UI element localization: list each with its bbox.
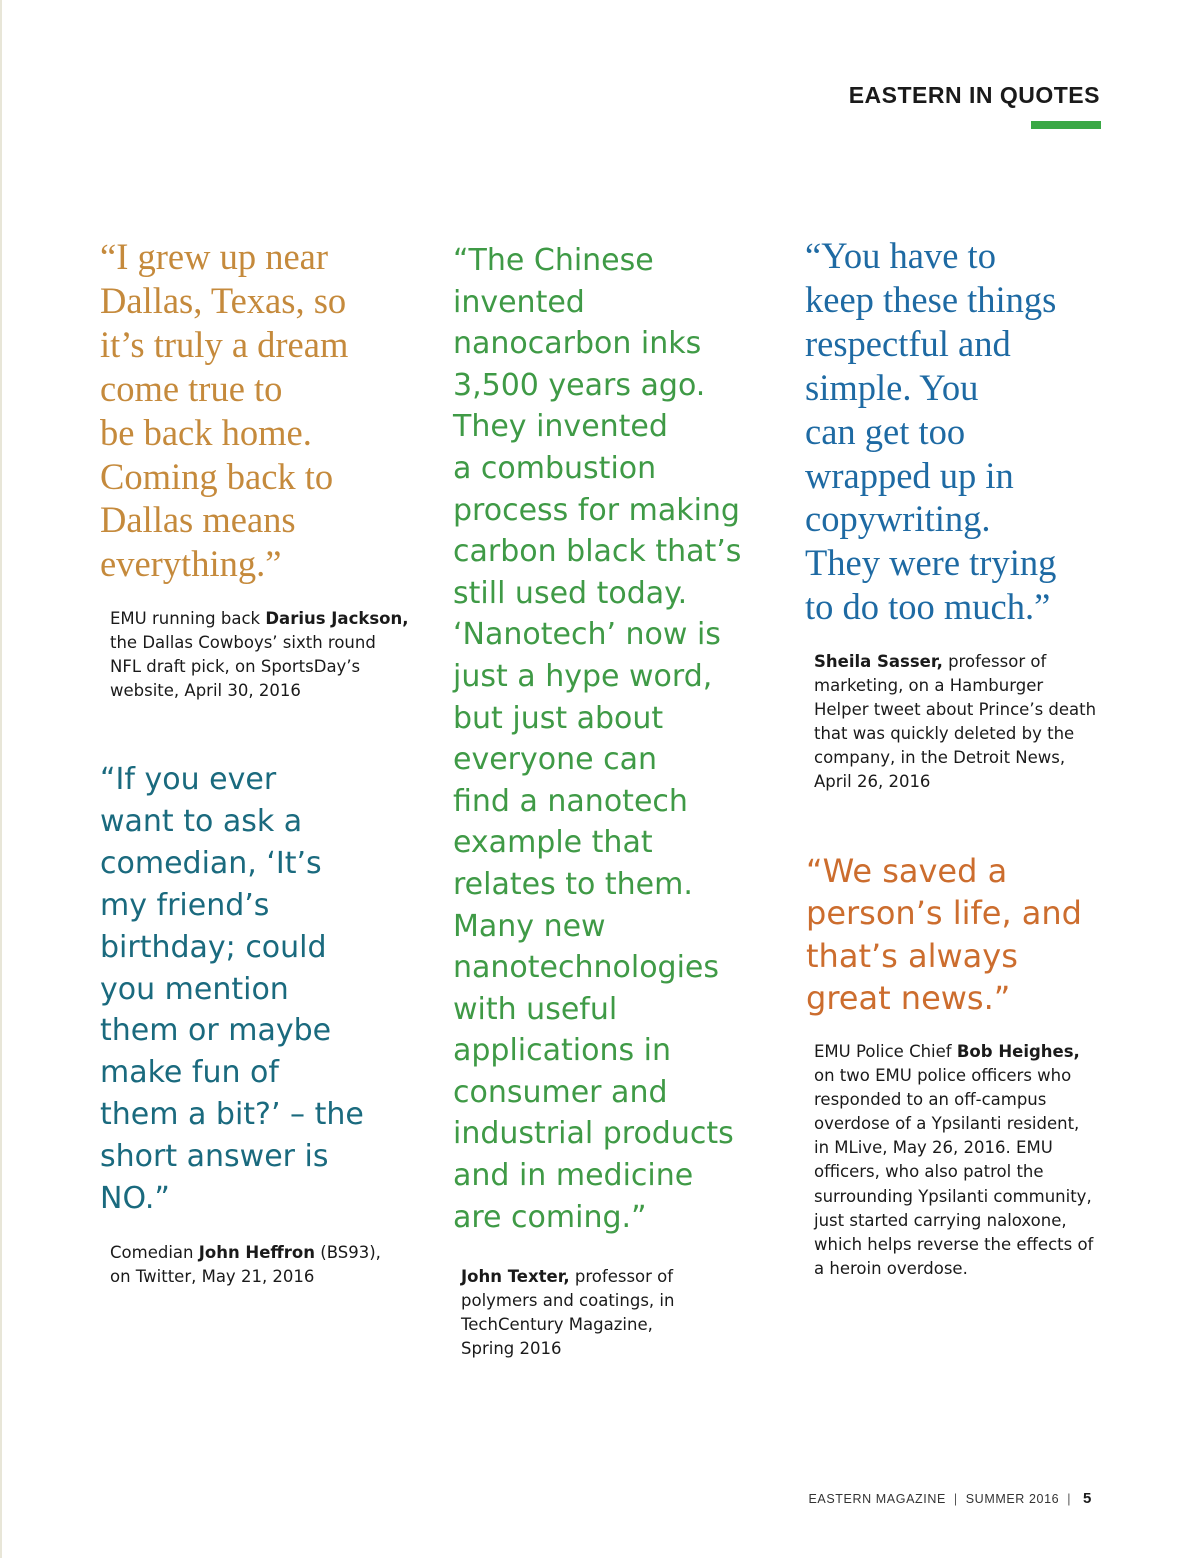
quote-line: industrial products [453,1116,734,1152]
quote-line: process for making [453,492,740,528]
attribution-line: in MLive, May 26, 2016. EMU [814,1138,1053,1158]
quote-line: applications in [453,1033,671,1069]
quote-line: but just about [453,700,664,736]
quote-line: example that [453,825,653,861]
quote-line: Coming back to [100,455,334,497]
attribution-line: on two EMU police officers who [814,1066,1072,1086]
quote-line: you mention [100,971,289,1007]
quote-line: copywriting. [805,498,991,540]
attribution-line: officers, who also patrol the [814,1162,1044,1182]
speaker-name: Darius Jackson, [265,609,409,628]
attribution-line: responded to an off-campus [814,1090,1047,1110]
attribution-john-heffron [110,1241,381,1289]
quote-john-texter [453,240,741,1238]
section-title-underline [1031,121,1101,129]
speaker-name: Bob Heighes, [956,1042,1080,1061]
attribution-suffix: professor of [569,1267,674,1286]
quote-line: invented [453,284,585,320]
footer-magazine-name: EASTERN MAGAZINE [808,1492,946,1506]
quote-john-heffron [100,759,364,1220]
page-edge-line [0,0,2,1558]
quote-line: find a nanotech [453,783,688,819]
attribution-line: TechCentury Magazine, [461,1315,653,1335]
quote-line: everyone can [453,742,658,778]
quote-line: respectful and [805,322,1011,364]
speaker-name: John Heffron [198,1243,316,1262]
attribution-suffix: professor of [942,652,1047,671]
quote-line: everything.” [100,543,282,585]
quote-line: be back home. [100,411,312,453]
attribution-line: Helper tweet about Prince’s death [814,700,1097,720]
attribution-line: April 26, 2016 [814,772,931,792]
attribution-line: the Dallas Cowboys’ sixth round [110,633,376,653]
attribution-first-line [461,1265,674,1289]
attribution-line: Spring 2016 [461,1339,562,1359]
attribution-line: which helps reverse the effects of [814,1234,1094,1254]
quote-line: ‘Nanotech’ now is [453,617,721,653]
quote-line: NO.” [100,1181,170,1217]
attribution-suffix: (BS93), [315,1243,381,1262]
quote-line: them a bit?’ – the [100,1097,364,1133]
attribution-first-line [814,650,1096,674]
quote-line: relates to them. [453,866,693,902]
quote-line: “I grew up near [100,236,329,277]
quote-sheila-sasser [805,234,1056,629]
attribution-line: overdose of a Ypsilanti resident, [814,1114,1080,1134]
speaker-name: John Texter, [461,1267,570,1286]
quote-line: come true to [100,367,283,409]
quote-line: nanotechnologies [453,950,720,986]
quote-line: keep these things [805,278,1057,320]
attribution-line: polymers and coatings, in [461,1291,675,1311]
quote-line: “If you ever [100,762,277,797]
quote-line: and in medicine [453,1158,694,1194]
attribution-line: that was quickly deleted by the [814,724,1075,744]
attribution-first-line [814,1040,1093,1064]
page-number: 5 [1083,1490,1092,1507]
quote-line: comedian, ‘It’s [100,845,322,881]
attribution-line: just started carrying naloxone, [814,1210,1067,1230]
footer-separator: | [1067,1492,1072,1506]
quote-line: “You have to [805,235,996,276]
quote-line: it’s truly a dream [100,323,349,365]
quote-line: can get too [805,410,966,452]
quote-line: Dallas, Texas, so [100,279,347,321]
quote-bob-heighes [806,850,1082,1019]
attribution-bob-heighes [814,1040,1093,1281]
quote-line: birthday; could [100,929,327,965]
section-title: EASTERN IN QUOTES [848,82,1100,108]
quote-line: Many new [453,908,606,944]
attribution-prefix: EMU running back [110,609,266,628]
quote-line: to do too much.” [805,586,1051,628]
attribution-darius-jackson [110,607,409,703]
quote-line: want to ask a [100,803,303,839]
speaker-name: Sheila Sasser, [814,652,943,671]
attribution-first-line [110,1241,381,1265]
page-footer [808,1490,1092,1507]
quote-line: They were trying [805,542,1057,584]
attribution-line: website, April 30, 2016 [110,681,301,701]
quote-line: with useful [453,991,618,1027]
quote-line: consumer and [453,1074,668,1110]
quote-line: that’s always [806,936,1018,975]
quote-line: 3,500 years ago. [453,367,706,403]
quote-line: simple. You [805,366,979,408]
quote-line: are coming.” [453,1199,647,1235]
quote-line: make fun of [100,1055,279,1091]
attribution-line: on Twitter, May 21, 2016 [110,1267,315,1287]
attribution-line: surrounding Ypsilanti community, [814,1186,1092,1206]
quote-line: wrapped up in [805,454,1014,496]
quote-line: They invented [453,409,668,445]
quote-line: nanocarbon inks [453,326,702,362]
quote-line: still used today. [453,575,688,611]
attribution-sheila-sasser [814,650,1096,795]
quote-line: “The Chinese [453,243,654,278]
quote-line: Dallas means [100,499,296,541]
quote-line: them or maybe [100,1013,332,1049]
quote-line: person’s life, and [806,894,1082,933]
attribution-john-texter [461,1265,674,1361]
attribution-line: marketing, on a Hamburger [814,676,1044,696]
footer-separator: | [953,1492,958,1506]
quote-line: just a hype word, [453,658,713,694]
quote-line: great news.” [806,978,1011,1017]
quote-line: a combustion [453,450,657,486]
footer-issue: SUMMER 2016 [965,1492,1060,1506]
attribution-line: a heroin overdose. [814,1258,968,1278]
attribution-prefix: Comedian [110,1243,199,1262]
quote-darius-jackson [100,235,348,586]
attribution-line: company, in the Detroit News, [814,748,1066,768]
quote-line: my friend’s [100,887,270,923]
attribution-line: NFL draft pick, on SportsDay’s [110,657,361,677]
attribution-prefix: EMU Police Chief [814,1042,957,1061]
quote-line: “We saved a [806,852,1008,890]
quote-line: carbon black that’s [453,534,742,570]
quote-line: short answer is [100,1139,329,1175]
attribution-first-line [110,607,409,631]
